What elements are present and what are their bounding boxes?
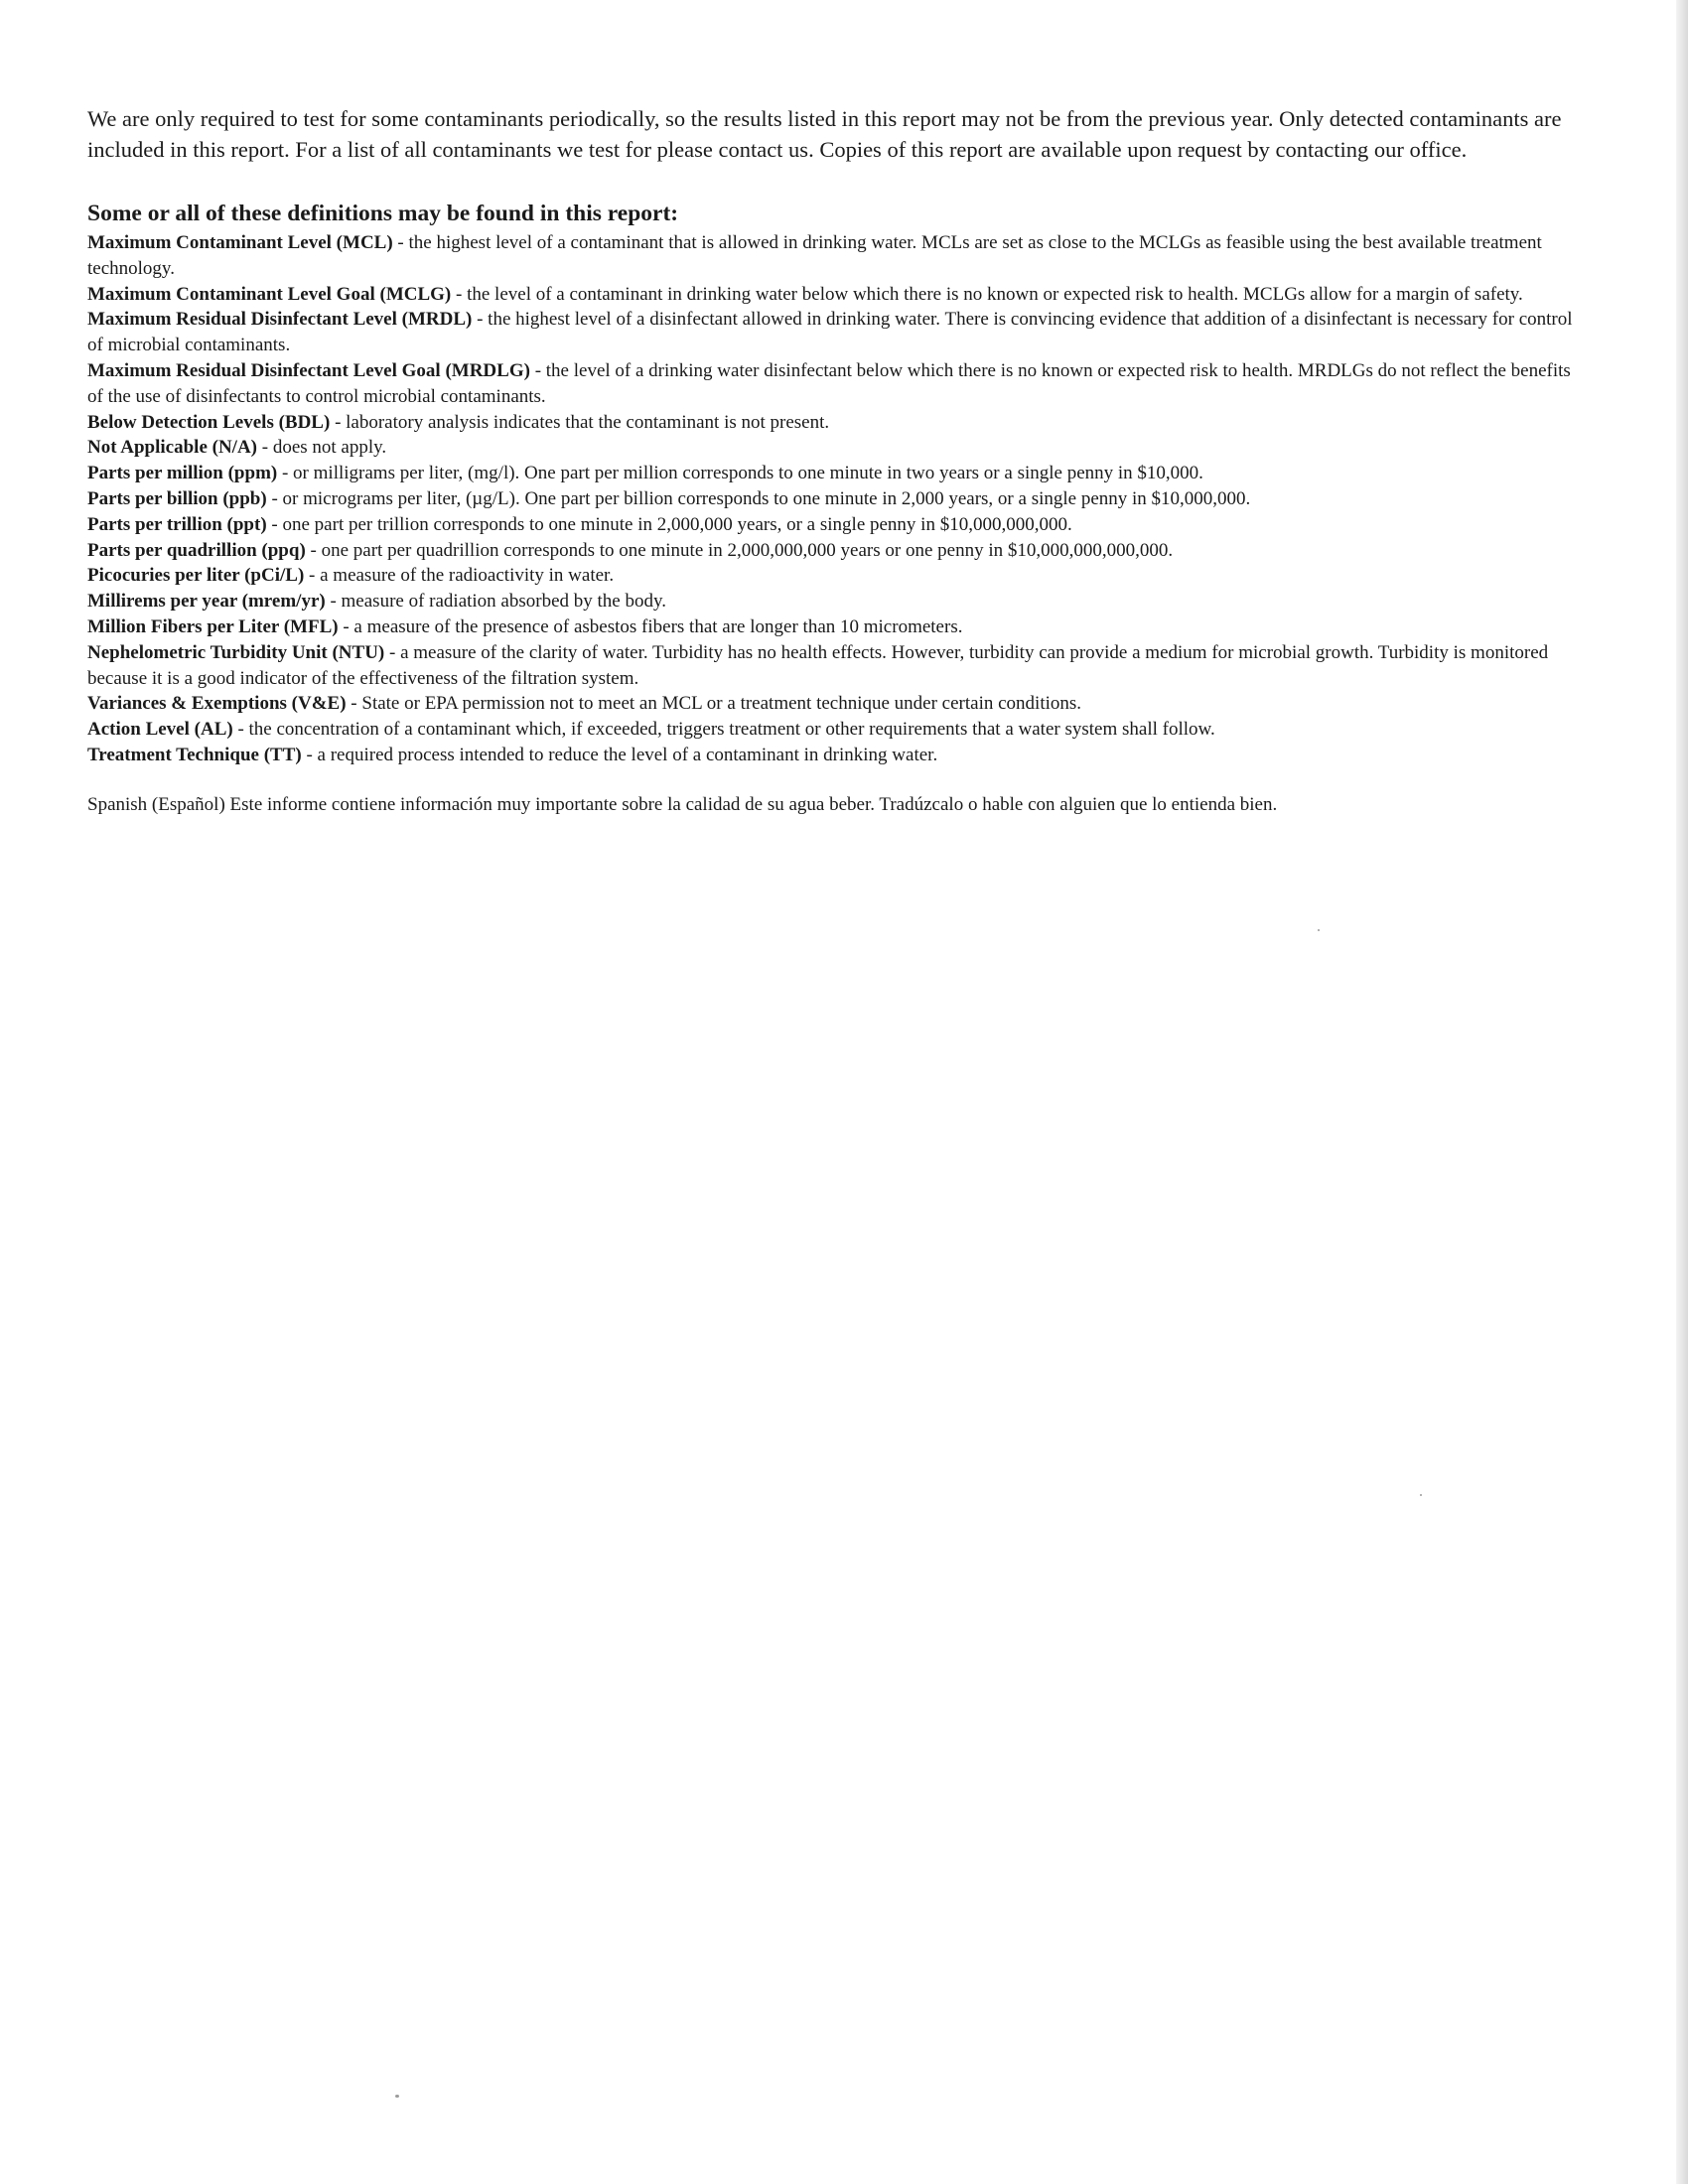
scan-speck — [1420, 1494, 1422, 1496]
page-edge-shadow — [1676, 0, 1688, 2184]
definition-term: Parts per quadrillion (ppq) — [87, 539, 306, 561]
definition-description: - measure of radiation absorbed by the body. — [325, 591, 667, 613]
definitions-list — [87, 230, 1582, 768]
definitions-heading: Some or all of these definitions may be found in this report: — [87, 201, 679, 226]
definition-term: Treatment Technique (TT) — [87, 744, 302, 765]
document-body — [87, 103, 1582, 818]
definition-item — [87, 717, 1582, 743]
definition-description: - the highest level of a disinfectant allowed in drinking water. There is convincing evidence that addition of a disinfectant is necessary for control of microbial contaminants. — [87, 309, 1573, 356]
definition-item — [87, 743, 1582, 768]
scan-speck — [395, 2095, 399, 2098]
definition-term: Maximum Residual Disinfectant Level (MRDL) — [87, 309, 473, 331]
definition-description: - or milligrams per liter, (mg/l). One part per million corresponds to one minute in two years or a single penny in $10,000. — [277, 463, 1203, 484]
definition-description: - a required process intended to reduce the level of a contaminant in drinking water. — [301, 744, 938, 765]
definition-item — [87, 691, 1582, 717]
definition-term: Million Fibers per Liter (MFL) — [87, 615, 339, 637]
definition-item — [87, 486, 1582, 512]
definition-term: Action Level (AL) — [87, 719, 233, 741]
definition-description: - State or EPA permission not to meet an MCL or a treatment technique under certain conditions. — [346, 693, 1082, 715]
definition-description: - the concentration of a contaminant which, if exceeded, triggers treatment or other requirements that a water system shall follow. — [232, 719, 1215, 741]
definition-item — [87, 538, 1582, 564]
definition-term: Below Detection Levels (BDL) — [87, 411, 331, 433]
definition-item — [87, 640, 1582, 692]
intro-paragraph: We are only required to test for some contaminants periodically, so the results listed in this report may not be from the previous year. Only detected contaminants are included in this report. For a list of all contaminants we test for please contact us. Copies of this report are available upon request by contacting our office. — [87, 106, 1562, 162]
definition-term: Parts per trillion (ppt) — [87, 513, 267, 535]
definition-item — [87, 410, 1582, 436]
definition-term: Picocuries per liter (pCi/L) — [87, 565, 305, 587]
definition-term: Maximum Residual Disinfectant Level Goal (MRDLG) — [87, 359, 530, 381]
definition-description: - the highest level of a contaminant that is allowed in drinking water. MCLs are set as close to the MCLGs as feasible using the best available treatment technology. — [87, 232, 1542, 279]
definition-item — [87, 230, 1582, 282]
definition-term: Parts per billion (ppb) — [87, 487, 267, 509]
definition-item — [87, 461, 1582, 486]
definition-item — [87, 614, 1582, 640]
definition-term: Parts per million (ppm) — [87, 463, 278, 484]
definition-item — [87, 589, 1582, 614]
definition-description: - the level of a contaminant in drinking water below which there is no known or expected risk to health. MCLGs allow for a margin of safety. — [451, 283, 1523, 305]
definition-term: Maximum Contaminant Level (MCL) — [87, 232, 393, 253]
definition-item — [87, 512, 1582, 538]
definition-item — [87, 282, 1582, 308]
definition-description: - laboratory analysis indicates that the contaminant is not present. — [330, 411, 830, 433]
definition-description: - a measure of the radioactivity in water. — [304, 565, 615, 587]
definition-term: Not Applicable (N/A) — [87, 437, 257, 459]
definition-item — [87, 435, 1582, 461]
definition-description: - one part per quadrillion corresponds to one minute in 2,000,000,000 years or one penny in $10,000,000,000,000. — [305, 539, 1174, 561]
definition-term: Maximum Contaminant Level Goal (MCLG) — [87, 283, 452, 305]
definition-item — [87, 563, 1582, 589]
scan-speck — [1318, 929, 1320, 931]
definition-description: - or micrograms per liter, (µg/L). One part per billion corresponds to one minute in 2,000 years, or a single penny in $10,000,000. — [266, 487, 1251, 509]
definition-description: - a measure of the presence of asbestos fibers that are longer than 10 micrometers. — [338, 615, 963, 637]
definition-term: Variances & Exemptions (V&E) — [87, 693, 347, 715]
spanish-notice: Spanish (Español) Este informe contiene información muy importante sobre la calidad de su agua beber. Tradúzcalo o hable con alguien que lo entienda bien. — [87, 793, 1278, 815]
definition-description: - a measure of the clarity of water. Turbidity has no health effects. However, turbidity can provide a medium for microbial growth. Turbidity is monitored because it is a good indicator of the effectiveness of the filtration system. — [87, 641, 1549, 689]
definition-description: - the level of a drinking water disinfectant below which there is no known or expected risk to health. MRDLGs do not reflect the benefits of the use of disinfectants to control microbial contaminants. — [87, 359, 1571, 407]
definition-description: - does not apply. — [257, 437, 387, 459]
definition-item — [87, 307, 1582, 358]
definition-item — [87, 358, 1582, 410]
definition-description: - one part per trillion corresponds to one minute in 2,000,000 years, or a single penny in $10,000,000,000. — [266, 513, 1072, 535]
definition-term: Nephelometric Turbidity Unit (NTU) — [87, 641, 385, 663]
definition-term: Millirems per year (mrem/yr) — [87, 591, 326, 613]
